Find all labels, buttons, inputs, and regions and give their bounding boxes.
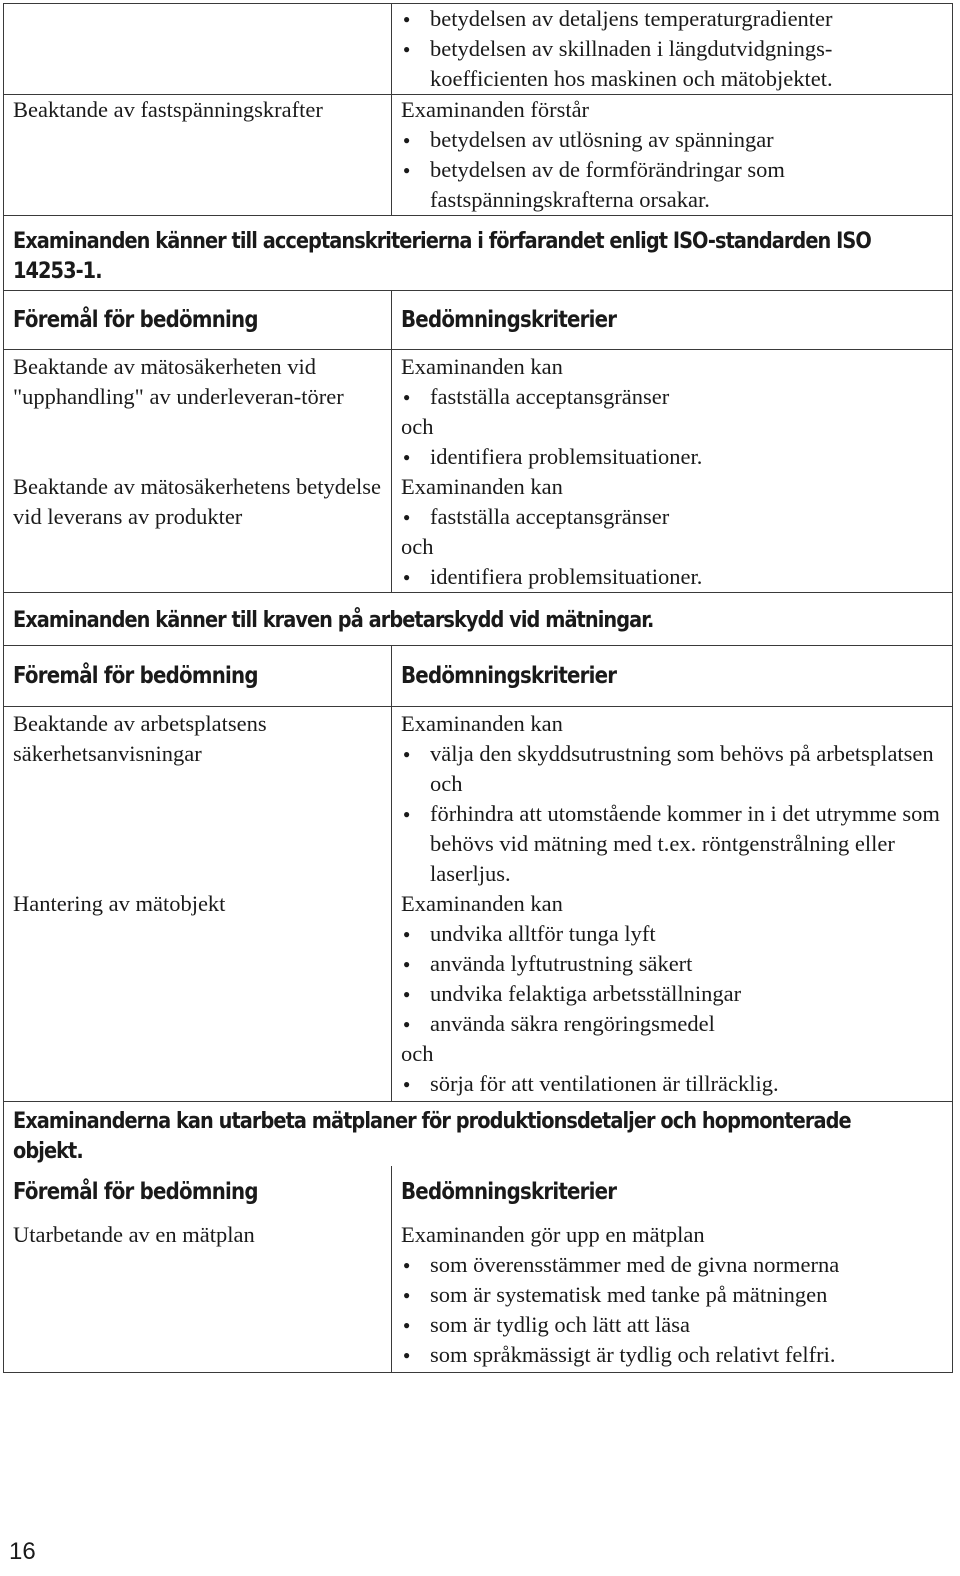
criteria-lead: Examinanden kan <box>401 711 563 736</box>
criteria-cell <box>392 350 953 473</box>
table-row <box>4 472 953 593</box>
object-cell: Beaktande av fastspänningskrafter <box>4 95 392 216</box>
bullet-list <box>401 4 943 94</box>
criteria-lead: Examinanden förstår <box>401 97 590 122</box>
criteria-lead: Examinanden gör upp en mätplan <box>401 1222 705 1247</box>
list-item: ● identifiera problemsituationer. <box>401 562 943 592</box>
list-item: ● identifiera problemsituationer. <box>401 442 943 472</box>
list-item: ● använda säkra rengöringsmedel <box>401 1009 943 1039</box>
list-item: ● som är systematisk med tanke på mätningen <box>401 1280 943 1310</box>
criteria-cell <box>392 889 953 1102</box>
section-heading-row <box>4 593 953 646</box>
table-row <box>4 4 953 95</box>
list-item: ● sörja för att ventilationen är tillräcklig. <box>401 1069 943 1099</box>
criteria-cell <box>392 95 953 216</box>
column-header-object: Föremål för bedömning <box>4 1166 392 1218</box>
table-row <box>4 1218 953 1373</box>
bullet-list <box>401 1250 943 1370</box>
criteria-lead: Examinanden kan <box>401 354 563 379</box>
criteria-cell <box>392 472 953 593</box>
criteria-lead: Examinanden kan <box>401 474 563 499</box>
bullet-list <box>401 125 943 215</box>
list-item: ● välja den skyddsutrustning som behövs på arbetsplatsen och <box>401 739 943 799</box>
list-item: ● som är tydlig och lätt att läsa <box>401 1310 943 1340</box>
list-item: ● undvika felaktiga arbetsställningar <box>401 979 943 1009</box>
section-title: Examinanderna kan utarbeta mätplaner för produktionsdetaljer och hopmonterade objekt. <box>4 1102 953 1167</box>
column-header-row <box>4 291 953 350</box>
table-row <box>4 889 953 1102</box>
list-item: ● betydelsen av detaljens temperaturgradienter <box>401 4 943 34</box>
table-row <box>4 707 953 890</box>
document-page <box>3 3 953 1373</box>
object-cell: Beaktande av arbetsplatsens säkerhetsanvisningar <box>4 707 392 890</box>
bullet-list <box>401 739 943 889</box>
page-number: 16 <box>9 1538 36 1565</box>
list-item: ● förhindra att utomstående kommer in i det utrymme som behövs vid mätning med t.ex. röntgenstrålning eller laserljus. <box>401 799 943 889</box>
list-item: ● fastställa acceptansgränser <box>401 502 943 532</box>
object-cell: Beaktande av mätosäkerhetens betydelse vid leverans av produkter <box>4 472 392 593</box>
object-cell: Beaktande av mätosäkerheten vid "upphandling" av underleveran-törer <box>4 350 392 473</box>
list-item: ● undvika alltför tunga lyft <box>401 919 943 949</box>
column-header-criteria: Bedömningskriterier <box>392 646 953 707</box>
list-item: ● betydelsen av utlösning av spänningar <box>401 125 943 155</box>
criteria-cell <box>392 1218 953 1373</box>
conjunction: och <box>401 1041 434 1066</box>
criteria-table <box>3 3 953 1373</box>
column-header-criteria: Bedömningskriterier <box>392 291 953 350</box>
table-row <box>4 350 953 473</box>
criteria-cell <box>392 707 953 890</box>
criteria-cell <box>392 4 953 95</box>
criteria-lead: Examinanden kan <box>401 891 563 916</box>
section-heading-row <box>4 216 953 291</box>
table-row <box>4 95 953 216</box>
conjunction: och <box>401 534 434 559</box>
object-cell: Hantering av mätobjekt <box>4 889 392 1102</box>
column-header-row <box>4 1166 953 1218</box>
section-title: Examinanden känner till acceptanskriterierna i förfarandet enligt ISO-standarden ISO 14253-1. <box>4 216 953 291</box>
list-item: ● använda lyftutrustning säkert <box>401 949 943 979</box>
section-title: Examinanden känner till kraven på arbetarskydd vid mätningar. <box>4 593 953 646</box>
object-cell <box>4 4 392 95</box>
column-header-object: Föremål för bedömning <box>4 291 392 350</box>
list-item: ● fastställa acceptansgränser <box>401 382 943 412</box>
list-item: ● betydelsen av de formförändringar som fastspänningskrafterna orsakar. <box>401 155 943 215</box>
object-cell: Utarbetande av en mätplan <box>4 1218 392 1373</box>
column-header-criteria: Bedömningskriterier <box>392 1166 953 1218</box>
column-header-object: Föremål för bedömning <box>4 646 392 707</box>
list-item: ● som språkmässigt är tydlig och relativt felfri. <box>401 1340 943 1370</box>
list-item: ● som överensstämmer med de givna normerna <box>401 1250 943 1280</box>
bullet-list <box>401 919 943 1039</box>
conjunction: och <box>401 414 434 439</box>
column-header-row <box>4 646 953 707</box>
section-heading-row <box>4 1102 953 1167</box>
list-item: ● betydelsen av skillnaden i längdutvidgnings-koefficienten hos maskinen och mätobjektet. <box>401 34 943 94</box>
